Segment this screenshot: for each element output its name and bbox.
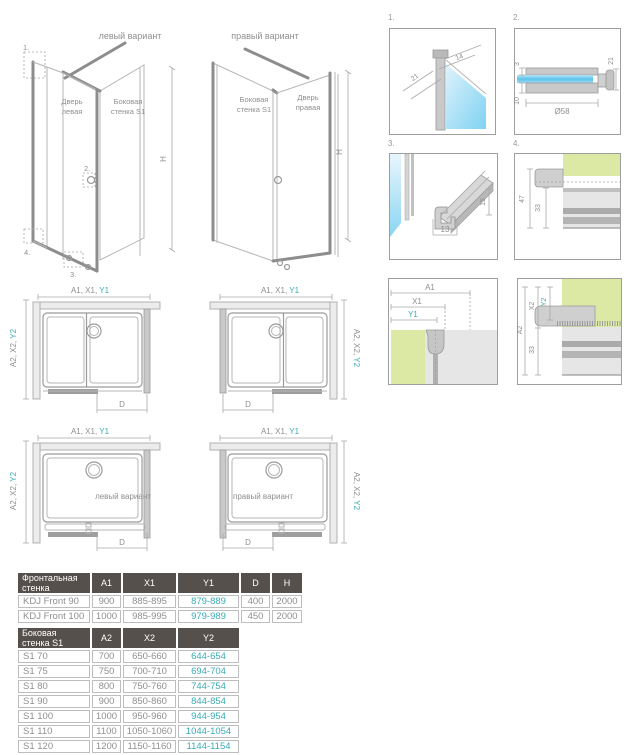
door-right-label-2: правая [295,103,321,112]
y2-cell: 1044-1054 [178,725,239,738]
door-right-label-1: Дверь [297,93,319,102]
svg-text:X1: X1 [412,297,422,306]
detail-5-front-adjustment [388,278,498,385]
glass-pane [517,75,593,83]
glass-assembly [228,313,327,394]
svg-text:15: 15 [480,198,487,206]
svg-text:14: 14 [454,52,465,63]
d-dimension [97,533,147,551]
svg-text:33: 33 [529,346,536,354]
table-row [18,595,302,608]
detail-4-number: 4. [513,139,520,148]
y2-cell: 944-954 [178,710,239,723]
front-wall-table [16,571,304,625]
side-wall-table [16,626,241,755]
h-cell: 2000 [272,610,302,623]
a2-cell: 800 [92,680,121,693]
table-row [18,650,239,663]
table-row [18,695,239,708]
profile-band [562,351,621,358]
d-label: D [119,400,125,409]
wall-green [563,154,620,176]
svg-text:10: 10 [514,97,521,105]
detail-4-wall-section [514,153,621,260]
side-wall-panel [100,65,144,260]
roller [285,265,290,270]
table-row [18,725,239,738]
wall-profile [144,309,150,393]
column-header: X2 [123,628,176,648]
a2-cell: 1000 [92,710,121,723]
d-label: D [245,538,251,547]
plan-view-closed-left [5,282,185,422]
svg-text:21: 21 [608,57,615,65]
svg-text:3: 3 [514,62,521,66]
side-wall-label-2: стенка S1 [110,107,146,116]
wall-top [33,443,160,450]
a2-cell: 1200 [92,740,121,753]
detail-2-number: 2. [513,13,520,22]
callout-1: 1. [23,43,30,52]
column-header: Фронтальная стенка [18,573,90,593]
d-label: D [245,400,251,409]
x2-cell: 650-660 [123,650,176,663]
wall-profile-strip [405,154,409,220]
variant-caption: правый вариант [233,492,293,501]
profile-cap [433,50,448,58]
svg-text:Y2: Y2 [541,297,548,307]
model-cell: S1 80 [18,680,90,693]
door-left-label-1: Дверь [61,97,83,106]
wall-profile [220,309,226,393]
callout-2: 2. [84,164,91,173]
a2-cell: 900 [92,695,121,708]
table-row [18,680,239,693]
side-wall-label-2: стенка S1 [236,105,272,114]
detail-3-bottom-rail [389,153,498,260]
column-header: Y2 [178,628,239,648]
plan-view-open-left [5,423,185,573]
svg-text:Ø58: Ø58 [554,107,570,116]
column-header: A1 [92,573,121,593]
x2-cell: 1050-1060 [123,725,176,738]
svg-text:33: 33 [535,204,542,212]
table-row [18,710,239,723]
h-cell: 2000 [272,595,302,608]
d-dimension [223,533,273,551]
table-row [18,665,239,678]
open-door-edge [225,524,325,530]
side-dimension-label: A2, X2, Y2 [9,328,18,368]
model-cell: KDJ Front 100 [18,610,90,623]
a1-cell: 900 [92,595,121,608]
y1-cell: 979-989 [178,610,239,623]
y2-cell: 694-704 [178,665,239,678]
svg-text:X2: X2 [529,301,536,311]
column-header: A2 [92,628,121,648]
detail-1-wall-profile [389,28,496,135]
svg-text:47: 47 [519,195,526,203]
svg-text:A1: A1 [425,283,435,292]
iso-diagram-right-variant [190,12,370,280]
callout-3: 3. [70,270,77,279]
column-header: X1 [123,573,176,593]
profile-band [563,217,620,224]
detail-6-side-adjustment [517,278,622,385]
callout-4: 4. [24,248,31,257]
d-dimension [97,394,147,413]
wall-profile-strip [411,154,414,216]
wall-top [33,302,160,309]
svg-text:21: 21 [409,72,421,83]
detail-1-number: 1. [388,13,395,22]
side-wall-panel [213,63,273,261]
clamp-profile [535,169,563,187]
x2-cell: 1150-1160 [123,740,176,753]
model-cell: S1 120 [18,740,90,753]
model-cell: S1 110 [18,725,90,738]
knob-cap [606,70,614,90]
x2-cell: 950-960 [123,710,176,723]
knob-plate-lower [526,83,598,93]
door-knob [88,177,95,184]
left-variant-title: левый вариант [98,31,162,41]
profile-edge [563,188,620,192]
svg-text:13: 13 [440,225,450,234]
model-cell: S1 75 [18,665,90,678]
y2-cell: 744-754 [178,680,239,693]
y2-cell: 1144-1154 [178,740,239,753]
column-header: Y1 [178,573,239,593]
wall-green [391,330,425,384]
a2-cell: 750 [92,665,121,678]
glass-assembly [43,313,142,394]
wall-left [33,302,40,399]
model-cell: S1 70 [18,650,90,663]
table-row [18,610,302,623]
d-cell: 450 [241,610,270,623]
detail-2-knob-section [514,28,621,135]
h-label: H [159,156,168,162]
wall-left [33,443,40,543]
column-header: D [241,573,270,593]
side-wall-label-1: Боковая [113,97,143,106]
door-knob [275,177,282,184]
a2-cell: 700 [92,650,121,663]
wall-top [210,302,337,309]
h-dimension [335,70,351,242]
plan-view-closed-right [185,282,365,422]
column-header: H [272,573,302,593]
wall-profile-bar [436,54,445,130]
right-variant-title: правый вариант [231,31,299,41]
model-cell: KDJ Front 90 [18,595,90,608]
x1-cell: 885-895 [123,595,176,608]
a2-cell: 1100 [92,725,121,738]
table-header-row [18,628,239,648]
top-dimension-label: A1, X1, Y1 [260,286,300,295]
y2-cell: 844-854 [178,695,239,708]
side-dimension-label: A2, X2, Y2 [9,471,18,511]
column-header: Боковая стенка S1 [18,628,90,648]
y1-cell: 879-889 [178,595,239,608]
wall-right [330,302,337,399]
top-dimension-label: A1, X1, Y1 [260,427,300,436]
x2-cell: 700-710 [123,665,176,678]
side-dimension-label: A2, X2, Y2 [352,328,361,368]
model-cell: S1 90 [18,695,90,708]
h-dimension [159,66,175,252]
table-header-row [18,573,302,593]
table-row [18,740,239,753]
iso-diagram-left-variant [10,12,190,280]
glass-pane [390,154,401,237]
x1-cell: 985-995 [123,610,176,623]
x2-cell: 850-860 [123,695,176,708]
top-dimension-label: A1, X1, Y1 [70,427,110,436]
h-label: H [335,149,344,155]
knob-neck [598,74,606,87]
d-dimension [223,394,273,413]
detail-3-number: 3. [388,139,395,148]
side-dimension-label: A2, X2, Y2 [352,471,361,511]
y2-cell: 644-654 [178,650,239,663]
knob-plate-upper [526,68,598,75]
svg-text:Y1: Y1 [408,310,418,319]
variant-caption: левый вариант [95,492,151,501]
open-door-edge [45,524,145,530]
a1-cell: 1000 [92,610,121,623]
wall-right [330,443,337,543]
model-cell: S1 100 [18,710,90,723]
door-left-label-2: левая [61,107,83,116]
d-cell: 400 [241,595,270,608]
clamp-profile [426,330,444,354]
svg-text:A2: A2 [517,325,524,335]
d-label: D [119,538,125,547]
top-dimension-label: A1, X1, Y1 [70,286,110,295]
x2-cell: 750-760 [123,680,176,693]
side-wall-label-1: Боковая [239,95,269,104]
dimension-tables [16,571,304,755]
plan-view-open-right [185,423,365,573]
wall-top [210,443,337,450]
